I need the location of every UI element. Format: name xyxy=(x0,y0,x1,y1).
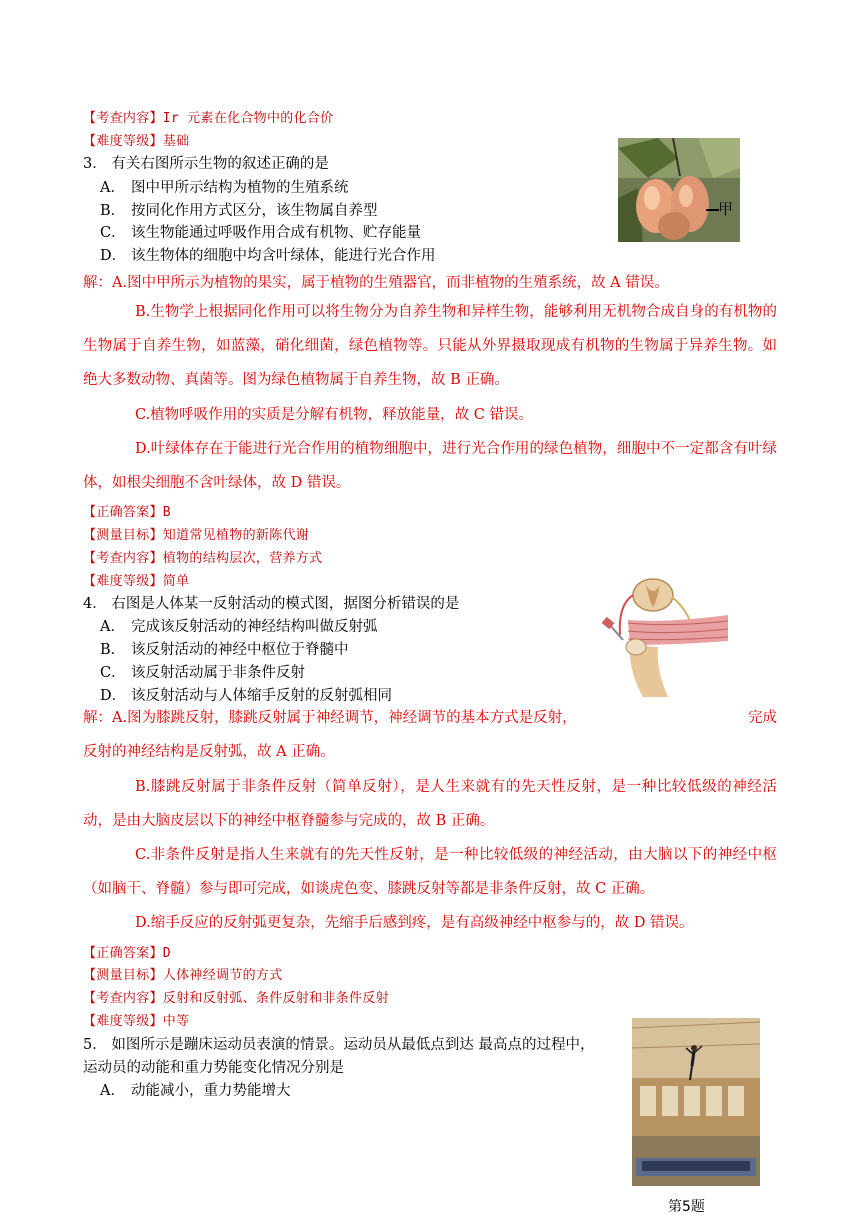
q3-solution-b: B.生物学上根据同化作用可以将生物分为自养生物和异样生物，能够利用无机物合成自身的有机物的生物属于自养生物，如蓝藻，硝化细菌，绿色植物等。只能从外界摄取现成有机物的生物属于异养生物。如绝大多数动物、真菌等。图为绿色植物属于自养生物，故 B 正确。 xyxy=(83,304,777,388)
knee-reflex-image xyxy=(598,575,728,697)
q5-option-a: A． 动能减小，重力势能增大 xyxy=(100,1083,291,1099)
q2-content-tag: 【考查内容】Ir 元素在化合物中的化合价 xyxy=(83,111,334,126)
q4-content-tag: 【考查内容】反射和反射弧、条件反射和非条件反射 xyxy=(83,991,389,1006)
q2-difficulty-tag: 【难度等级】基础 xyxy=(83,134,190,149)
q4-reflex-figure xyxy=(598,575,728,697)
q3-difficulty-tag: 【难度等级】简单 xyxy=(83,574,190,589)
q3-stem: 3． 有关右图所示生物的叙述正确的是 xyxy=(83,156,329,172)
q4-option-c: C． 该反射活动属于非条件反射 xyxy=(100,665,305,681)
q4-option-a: A． 完成该反射活动的神经结构叫做反射弧 xyxy=(100,619,378,635)
q4-difficulty-tag: 【难度等级】中等 xyxy=(83,1014,190,1029)
figure-label-jia: 甲 xyxy=(718,200,734,218)
q5-stem-line1: 5． 如图所示是蹦床运动员表演的情景。运动员从最低点到达 最高点的过程中， xyxy=(83,1037,595,1053)
q3-option-b: B． 按同化作用方式区分，该生物属自养型 xyxy=(100,203,378,219)
q4-solution-c: C.非条件反射是指人生来就有的先天性反射，是一种比较低级的神经活动，由大脑以下的神经中枢（如脑干、脊髓）参与即可完成，如谈虎色变、膝跳反射等都是非条件反射，故 C 正确。 xyxy=(83,847,777,897)
q3-option-a: A． 图中甲所示结构为植物的生殖系统 xyxy=(100,180,349,196)
q3-solution-c: C.植物呼吸作用的实质是分解有机物，释放能量，故 C 错误。 xyxy=(135,407,533,423)
trampoline-image xyxy=(632,1018,760,1186)
q4-stem: 4． 右图是人体某一反射活动的模式图，据图分析错误的是 xyxy=(83,596,460,612)
q4-solution-d: D.缩手反应的反射弧更复杂，先缩手后感到疼，是有高级神经中枢参与的，故 D 错误。 xyxy=(135,915,694,931)
q4-solution-a-line1: 解：A.图为膝跳反射，膝跳反射属于神经调节，神经调节的基本方式是反射， 完成 xyxy=(83,710,777,726)
q5-trampoline-figure xyxy=(632,1018,760,1186)
q4-answer-tag: 【正确答案】D xyxy=(83,946,171,961)
q4-option-d: D． 该反射活动与人体缩手反射的反射弧相同 xyxy=(100,688,392,704)
mango-image xyxy=(618,138,740,242)
q4-target-tag: 【测量目标】人体神经调节的方式 xyxy=(83,968,283,983)
q5-figure-caption: 第5题 xyxy=(668,1199,705,1215)
q5-stem-line2: 运动员的动能和重力势能变化情况分别是 xyxy=(83,1060,344,1076)
q3-mango-figure xyxy=(618,138,740,242)
q3-target-tag: 【测量目标】知道常见植物的新陈代谢 xyxy=(83,528,310,543)
q4-solution-a-line2: 反射的神经结构是反射弧，故 A 正确。 xyxy=(83,744,335,760)
q3-answer-tag: 【正确答案】B xyxy=(83,505,171,520)
q3-solution-a: 解：A.图中甲所示为植物的果实，属于植物的生殖器官，而非植物的生殖系统，故 A 错误。 xyxy=(83,275,669,291)
q3-option-c: C． 该生物能通过呼吸作用合成有机物、贮存能量 xyxy=(100,225,421,241)
q3-option-d: D． 该生物体的细胞中均含叶绿体，能进行光合作用 xyxy=(100,248,436,264)
q4-option-b: B． 该反射活动的神经中枢位于脊髓中 xyxy=(100,642,349,658)
q4-solution-b: B.膝跳反射属于非条件反射（简单反射），是人生来就有的先天性反射，是一种比较低级的神经活动，是由大脑皮层以下的神经中枢脊髓参与完成的，故 B 正确。 xyxy=(83,779,777,829)
q3-solution-d: D.叶绿体存在于能进行光合作用的植物细胞中，进行光合作用的绿色植物，细胞中不一定都含有叶绿体，如根尖细胞不含叶绿体，故 D 错误。 xyxy=(83,441,777,491)
q3-content-tag: 【考查内容】植物的结构层次，营养方式 xyxy=(83,551,323,566)
